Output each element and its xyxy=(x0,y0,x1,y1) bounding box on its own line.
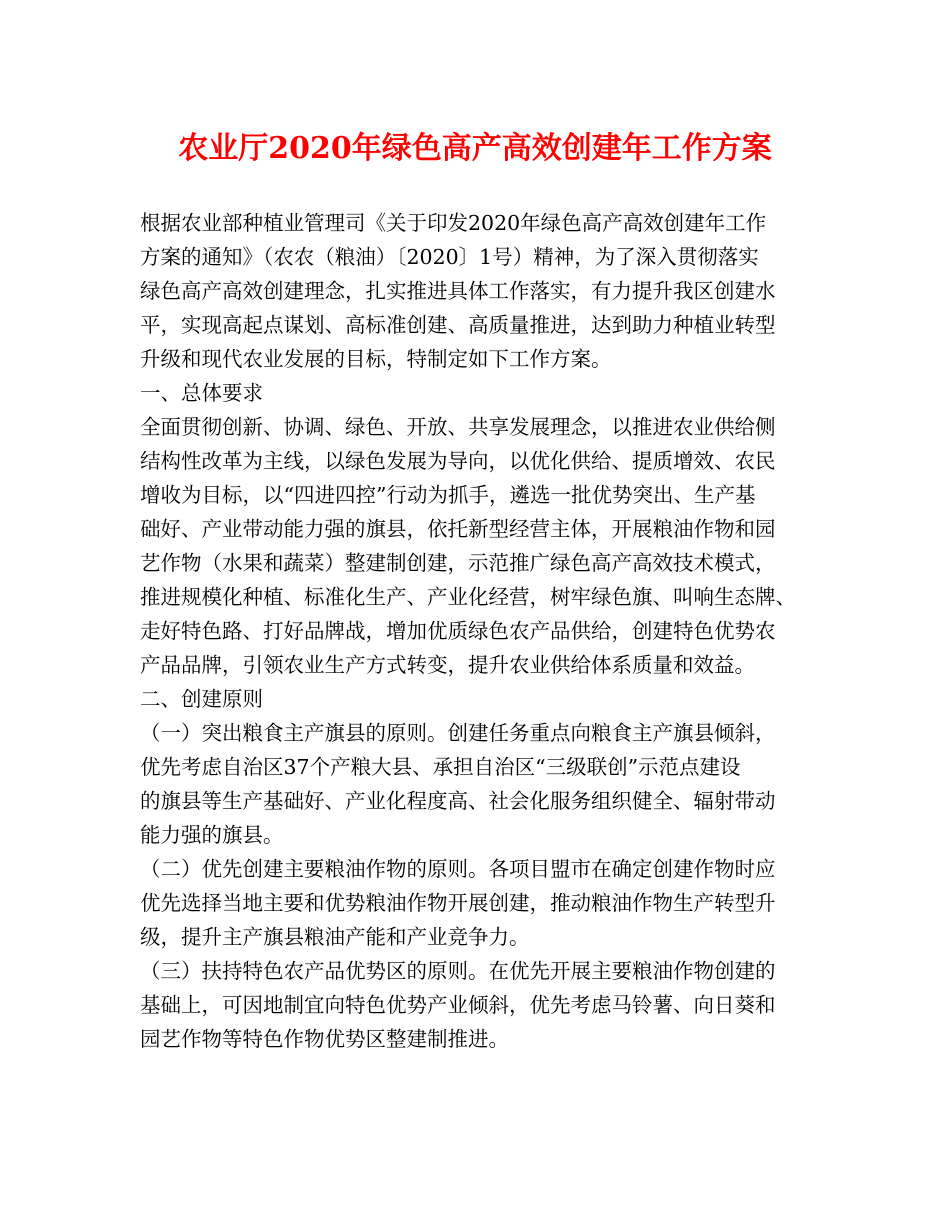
text-line: 根据农业部种植业管理司《关于印发2020年绿色高产高效创建年工作 xyxy=(140,211,767,235)
text-line: 走好特色路、打好品牌战，增加优质绿色农产品供给，创建特色优势农 xyxy=(140,619,776,643)
text-line: 优先选择当地主要和优势粮油作物开展创建，推动粮油作物生产转型升 xyxy=(140,891,776,915)
text-line: 园艺作物等特色作物优势区整建制推进。 xyxy=(140,1027,509,1051)
text-line: 基础上，可因地制宜向特色优势产业倾斜，优先考虑马铃薯、向日葵和 xyxy=(140,993,776,1017)
text-line: 一、总体要求 xyxy=(140,381,263,405)
document-body xyxy=(140,206,820,1056)
text-line: 础好、产业带动能力强的旗县，依托新型经营主体，开展粮油作物和园 xyxy=(140,517,776,541)
text-line: 能力强的旗县。 xyxy=(140,823,284,847)
text-line: 艺作物（水果和蔬菜）整建制创建，示范推广绿色高产高效技术模式， xyxy=(140,551,776,575)
paragraph xyxy=(140,410,820,682)
paragraph xyxy=(140,716,820,852)
text-line: 结构性改革为主线，以绿色发展为导向，以优化供给、提质增效、农民 xyxy=(140,449,776,473)
paragraph xyxy=(140,852,820,954)
paragraph xyxy=(140,954,820,1056)
paragraph xyxy=(140,376,820,410)
paragraph xyxy=(140,682,820,716)
text-line: 升级和现代农业发展的目标，特制定如下工作方案。 xyxy=(140,347,612,371)
text-line: 的旗县等生产基础好、产业化程度高、社会化服务组织健全、辐射带动 xyxy=(140,789,776,813)
text-line: （三）扶持特色农产品优势区的原则。在优先开展主要粮油作物创建的 xyxy=(140,959,776,983)
text-line: 方案的通知》（农农（粮油）〔2020〕1号）精神，为了深入贯彻落实 xyxy=(140,245,759,269)
text-line: 平，实现高起点谋划、高标准创建、高质量推进，达到助力种植业转型 xyxy=(140,313,776,337)
text-line: 全面贯彻创新、协调、绿色、开放、共享发展理念，以推进农业供给侧 xyxy=(140,415,776,439)
text-line: 级，提升主产旗县粮油产能和产业竞争力。 xyxy=(140,925,530,949)
text-line: 推进规模化种植、标准化生产、产业化经营，树牢绿色旗、叫响生态牌、 xyxy=(140,585,796,609)
text-line: 二、创建原则 xyxy=(140,687,263,711)
text-line: 绿色高产高效创建理念，扎实推进具体工作落实，有力提升我区创建水 xyxy=(140,279,776,303)
document-title: 农业厅2020年绿色高产高效创建年工作方案 xyxy=(178,131,772,166)
text-line: 产品品牌，引领农业生产方式转变，提升农业供给体系质量和效益。 xyxy=(140,653,755,677)
text-line: （二）优先创建主要粮油作物的原则。各项目盟市在确定创建作物时应 xyxy=(140,857,776,881)
text-line: （一）突出粮食主产旗县的原则。创建任务重点向粮食主产旗县倾斜， xyxy=(140,721,776,745)
text-line: 增收为目标，以“四进四控”行动为抓手，遴选一批优势突出、生产基 xyxy=(140,483,756,507)
paragraph xyxy=(140,206,820,376)
text-line: 优先考虑自治区37个产粮大县、承担自治区“三级联创”示范点建设 xyxy=(140,755,741,779)
